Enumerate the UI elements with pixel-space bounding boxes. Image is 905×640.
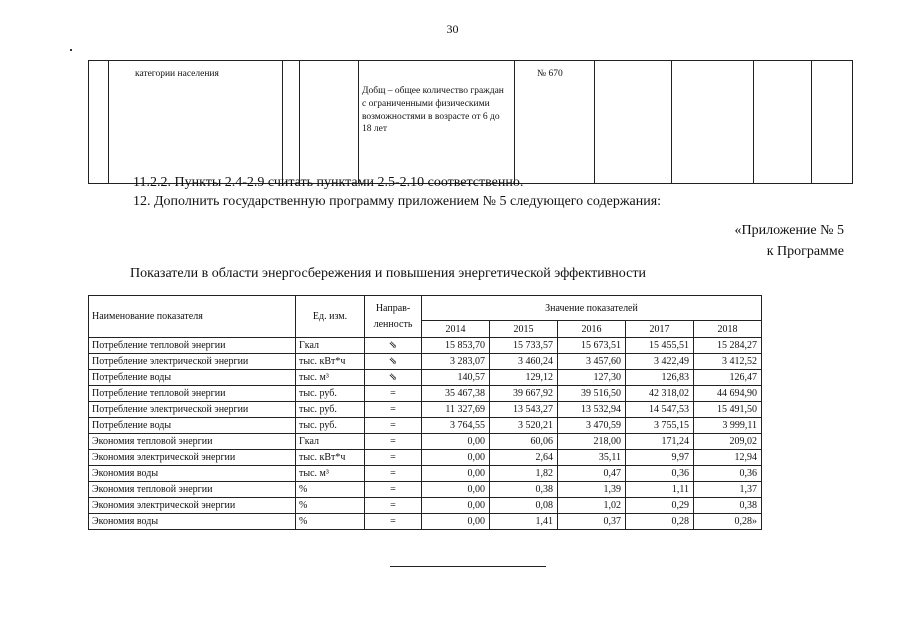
category-cell: категории населения <box>109 61 283 184</box>
table-row <box>89 418 762 434</box>
value-cell: 44 694,90 <box>694 386 762 402</box>
page-number: 30 <box>446 22 459 36</box>
paragraph-11-2-2: 11.2.2. Пункты 2.4-2.9 считать пунктами 2.5-2.10 соответственно. <box>133 175 524 190</box>
value-cell: 0,28 <box>626 514 694 530</box>
appendix-line-2: к Программе <box>766 244 844 259</box>
unit-cell: тыс. руб. <box>296 418 365 434</box>
value-cell: 0,37 <box>558 514 626 530</box>
table-row <box>89 354 762 370</box>
value-cell: 0,38 <box>490 482 558 498</box>
header-year: 2015 <box>490 321 558 338</box>
value-cell: 0,47 <box>558 466 626 482</box>
indicator-name-cell: Потребление воды <box>89 370 296 386</box>
value-cell: 15 284,27 <box>694 338 762 354</box>
value-cell: 0,36 <box>694 466 762 482</box>
unit-cell: Гкал <box>296 338 365 354</box>
value-cell: 39 516,50 <box>558 386 626 402</box>
value-cell: 1,41 <box>490 514 558 530</box>
value-cell: 9,97 <box>626 450 694 466</box>
table-body <box>89 338 762 530</box>
header-name: Наименование показателя <box>89 296 296 338</box>
header-year: 2016 <box>558 321 626 338</box>
value-cell: 0,00 <box>422 482 490 498</box>
direction-cell: = <box>365 450 422 466</box>
direction-cell: ⇘ <box>365 370 422 386</box>
unit-cell: тыс. руб. <box>296 402 365 418</box>
value-cell: 3 764,55 <box>422 418 490 434</box>
value-cell: 3 283,07 <box>422 354 490 370</box>
unit-cell: тыс. м³ <box>296 466 365 482</box>
table-row <box>89 514 762 530</box>
value-cell: 126,47 <box>694 370 762 386</box>
value-cell: 0,08 <box>490 498 558 514</box>
value-cell: 126,83 <box>626 370 694 386</box>
indicators-table <box>88 295 762 530</box>
header-year: 2018 <box>694 321 762 338</box>
header-unit: Ед. изм. <box>296 296 365 338</box>
paragraph-12: 12. Дополнить государственную программу приложением № 5 следующего содержания: <box>133 194 662 209</box>
value-cell: 0,00 <box>422 450 490 466</box>
value-cell: 0,29 <box>626 498 694 514</box>
value-cell: 15 733,57 <box>490 338 558 354</box>
direction-cell: = <box>365 386 422 402</box>
table-title: Показатели в области энергосбережения и повышения энергетической эффективности <box>130 266 646 281</box>
unit-cell: тыс. кВт*ч <box>296 450 365 466</box>
appendix-line-1: «Приложение № 5 <box>734 223 844 238</box>
value-cell: 3 755,15 <box>626 418 694 434</box>
table-row <box>89 386 762 402</box>
formula-description-cell: Добщ – общее количество граждан с ограниченными физическими возможностями в возрасте от 6 до 18 лет <box>359 61 515 184</box>
table-row <box>89 338 762 354</box>
direction-cell: = <box>365 514 422 530</box>
unit-cell: тыс. кВт*ч <box>296 354 365 370</box>
value-cell: 0,00 <box>422 434 490 450</box>
table-row <box>89 482 762 498</box>
header-year: 2017 <box>626 321 694 338</box>
value-cell: 3 470,59 <box>558 418 626 434</box>
unit-cell: % <box>296 514 365 530</box>
direction-cell: = <box>365 498 422 514</box>
table-row <box>89 434 762 450</box>
indicator-name-cell: Потребление электрической энергии <box>89 402 296 418</box>
value-cell: 35 467,38 <box>422 386 490 402</box>
value-cell: 39 667,92 <box>490 386 558 402</box>
value-cell: 1,11 <box>626 482 694 498</box>
indicator-name-cell: Экономия тепловой энергии <box>89 434 296 450</box>
value-cell: 13 532,94 <box>558 402 626 418</box>
previous-table-row <box>89 61 853 184</box>
value-cell: 0,36 <box>626 466 694 482</box>
table-row <box>89 402 762 418</box>
table-row <box>89 466 762 482</box>
table-row <box>89 498 762 514</box>
value-cell: 15 491,50 <box>694 402 762 418</box>
value-cell: 0,00 <box>422 514 490 530</box>
value-cell: 1,82 <box>490 466 558 482</box>
direction-cell: = <box>365 402 422 418</box>
direction-cell: ⇘ <box>365 354 422 370</box>
value-cell: 171,24 <box>626 434 694 450</box>
value-cell: 3 412,52 <box>694 354 762 370</box>
value-cell: 140,57 <box>422 370 490 386</box>
indicator-name-cell: Потребление тепловой энергии <box>89 338 296 354</box>
value-cell: 13 543,27 <box>490 402 558 418</box>
indicator-name-cell: Экономия воды <box>89 514 296 530</box>
table-row <box>89 370 762 386</box>
value-cell: 218,00 <box>558 434 626 450</box>
value-cell: 15 455,51 <box>626 338 694 354</box>
previous-table-fragment <box>88 60 853 184</box>
direction-cell: = <box>365 466 422 482</box>
value-cell: 3 457,60 <box>558 354 626 370</box>
value-cell: 15 853,70 <box>422 338 490 354</box>
direction-cell: = <box>365 434 422 450</box>
indicator-name-cell: Экономия электрической энергии <box>89 450 296 466</box>
value-cell: 0,28» <box>694 514 762 530</box>
value-cell: 0,38 <box>694 498 762 514</box>
value-cell: 1,37 <box>694 482 762 498</box>
document-number-cell: № 670 <box>515 61 595 184</box>
scan-dot <box>70 49 72 51</box>
unit-cell: тыс. руб. <box>296 386 365 402</box>
value-cell: 1,39 <box>558 482 626 498</box>
value-cell: 3 520,21 <box>490 418 558 434</box>
direction-cell: ⇘ <box>365 338 422 354</box>
table-row <box>89 450 762 466</box>
value-cell: 3 999,11 <box>694 418 762 434</box>
indicator-name-cell: Потребление электрической энергии <box>89 354 296 370</box>
value-cell: 129,12 <box>490 370 558 386</box>
value-cell: 3 422,49 <box>626 354 694 370</box>
value-cell: 209,02 <box>694 434 762 450</box>
unit-cell: тыс. м³ <box>296 370 365 386</box>
value-cell: 1,02 <box>558 498 626 514</box>
header-year: 2014 <box>422 321 490 338</box>
end-rule <box>390 566 546 567</box>
value-cell: 14 547,53 <box>626 402 694 418</box>
value-cell: 12,94 <box>694 450 762 466</box>
header-values: Значение показателей <box>422 296 762 321</box>
indicator-name-cell: Экономия тепловой энергии <box>89 482 296 498</box>
indicator-name-cell: Потребление воды <box>89 418 296 434</box>
value-cell: 127,30 <box>558 370 626 386</box>
direction-cell: = <box>365 482 422 498</box>
value-cell: 0,00 <box>422 466 490 482</box>
value-cell: 15 673,51 <box>558 338 626 354</box>
direction-cell: = <box>365 418 422 434</box>
indicator-name-cell: Потребление тепловой энергии <box>89 386 296 402</box>
appendix-header <box>735 220 845 262</box>
header-direction: Направ- ленность <box>365 296 422 338</box>
value-cell: 0,00 <box>422 498 490 514</box>
indicator-name-cell: Экономия электрической энергии <box>89 498 296 514</box>
unit-cell: Гкал <box>296 434 365 450</box>
value-cell: 11 327,69 <box>422 402 490 418</box>
unit-cell: % <box>296 498 365 514</box>
indicator-name-cell: Экономия воды <box>89 466 296 482</box>
table-header-row <box>89 296 762 321</box>
value-cell: 42 318,02 <box>626 386 694 402</box>
value-cell: 60,06 <box>490 434 558 450</box>
value-cell: 2,64 <box>490 450 558 466</box>
value-cell: 35,11 <box>558 450 626 466</box>
value-cell: 3 460,24 <box>490 354 558 370</box>
unit-cell: % <box>296 482 365 498</box>
